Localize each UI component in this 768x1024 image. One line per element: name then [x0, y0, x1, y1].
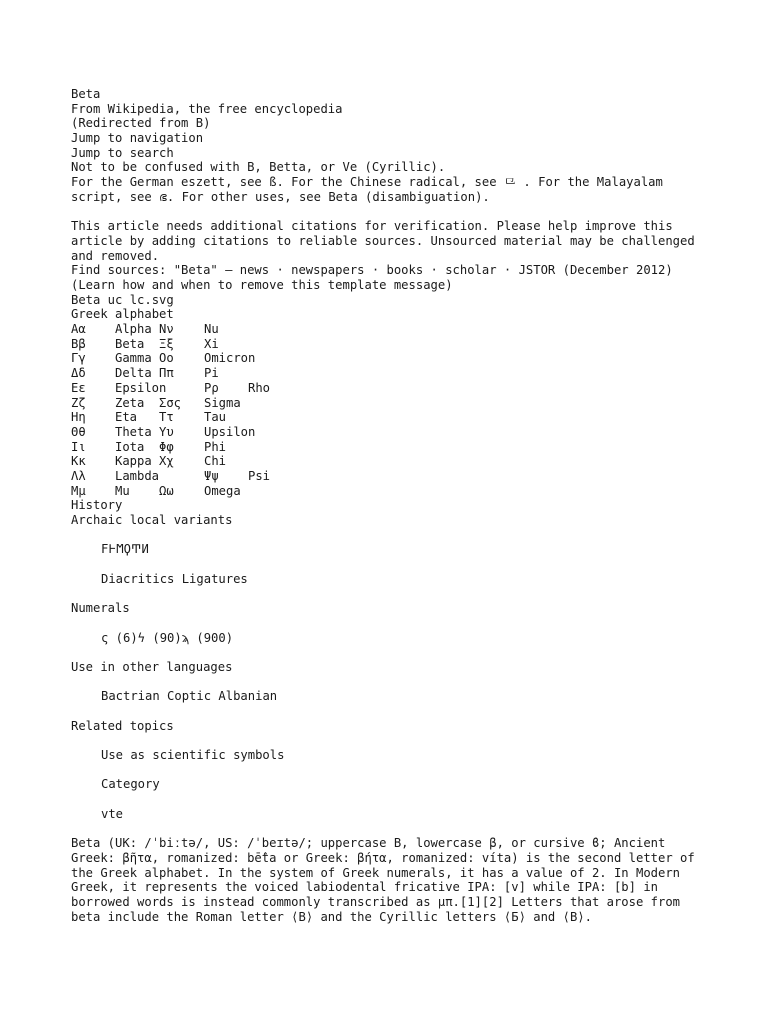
- letter-glyph[interactable]: Ζζ: [71, 395, 86, 410]
- letter-name[interactable]: Omega: [204, 483, 241, 498]
- alphabet-row: [71, 410, 701, 425]
- letter-name[interactable]: Mu: [115, 483, 130, 498]
- learn-how-link[interactable]: (Learn how and when to remove this template message): [71, 278, 453, 293]
- bactrian-link[interactable]: Bactrian: [101, 689, 160, 704]
- alphabet-row: [71, 454, 701, 469]
- letter-glyph[interactable]: Οο: [159, 351, 174, 366]
- other-languages-row: [71, 689, 701, 704]
- letter-name[interactable]: Psi: [248, 468, 271, 483]
- letter-name[interactable]: Iota: [115, 439, 145, 454]
- archaic-letters[interactable]: ϜͰϺϘͲͶ: [101, 542, 149, 557]
- letter-glyph[interactable]: Ττ: [159, 410, 174, 425]
- letter-glyph[interactable]: Ηη: [71, 410, 86, 425]
- letter-glyph[interactable]: Θθ: [71, 424, 86, 439]
- archaic-heading[interactable]: Archaic local variants: [71, 513, 233, 528]
- jump-to-search-link[interactable]: Jump to search: [71, 145, 174, 160]
- letter-glyph[interactable]: Υυ: [159, 424, 174, 439]
- related-topics-heading: Related topics: [71, 718, 174, 733]
- letter-glyph[interactable]: Γγ: [71, 351, 86, 366]
- letter-glyph[interactable]: Ιι: [71, 439, 86, 454]
- letter-name[interactable]: Rho: [248, 380, 271, 395]
- hatnote-confused: Not to be confused with B, Betta, or Ve (Cyrillic).: [71, 160, 446, 175]
- page-title: Beta: [71, 87, 101, 101]
- infobox-heading[interactable]: Greek alphabet: [71, 307, 174, 322]
- albanian-link[interactable]: Albanian: [218, 689, 278, 704]
- hatnote-other-uses: For the German eszett, see ß. For the Chinese radical, see ⺋ . For the Malayalam script, see ഭ. For other uses, see Beta (disambiguation).: [71, 175, 663, 204]
- alphabet-row: [71, 425, 701, 440]
- history-heading[interactable]: History: [71, 498, 123, 513]
- letter-glyph[interactable]: Σσς: [159, 395, 182, 410]
- letter-name[interactable]: Lambda: [115, 468, 160, 483]
- letter-name[interactable]: Zeta: [115, 395, 145, 410]
- letter-name[interactable]: Epsilon: [115, 380, 167, 395]
- letter-glyph[interactable]: Δδ: [71, 366, 86, 381]
- letter-name[interactable]: Nu: [204, 322, 219, 337]
- letter-name[interactable]: Ψψ: [204, 468, 219, 483]
- letter-glyph[interactable]: Χχ: [159, 454, 174, 469]
- letter-name[interactable]: Tau: [204, 410, 227, 425]
- letter-glyph[interactable]: Μμ: [71, 483, 86, 498]
- alphabet-row: [71, 351, 701, 366]
- alphabet-row: [71, 440, 701, 455]
- ligatures-link[interactable]: Ligatures: [181, 571, 248, 586]
- letter-name[interactable]: Chi: [204, 454, 227, 469]
- letter-glyph[interactable]: Λλ: [71, 468, 86, 483]
- letter-glyph[interactable]: Αα: [71, 322, 86, 337]
- tagline: From Wikipedia, the free encyclopedia: [71, 101, 343, 116]
- infobox-image-alt[interactable]: Beta uc lc.svg: [71, 292, 174, 307]
- letter-name[interactable]: Ρρ: [204, 380, 219, 395]
- category-link[interactable]: Category: [101, 777, 160, 792]
- letter-glyph[interactable]: Ππ: [159, 366, 174, 381]
- alphabet-row: [71, 469, 701, 484]
- letter-glyph[interactable]: Ξξ: [159, 336, 174, 351]
- diacritics-ligatures-row: [71, 572, 701, 587]
- letter-glyph[interactable]: Κκ: [71, 454, 86, 469]
- letter-glyph[interactable]: Ββ: [71, 336, 86, 351]
- alphabet-row: [71, 484, 701, 499]
- letter-name[interactable]: Beta: [115, 336, 145, 351]
- alphabet-row: [71, 396, 701, 411]
- jump-to-navigation-link[interactable]: Jump to navigation: [71, 131, 204, 146]
- other-languages-heading: Use in other languages: [71, 659, 233, 674]
- alphabet-row: [71, 322, 701, 337]
- letter-glyph[interactable]: Εε: [71, 380, 86, 395]
- letter-name[interactable]: Pi: [204, 366, 219, 381]
- alphabet-row: [71, 366, 701, 381]
- lead-paragraph: Beta (UK: /ˈbiːtə/, US: /ˈbeɪtə/; uppercase Β, lowercase β, or cursive ϐ; Ancient Greek: βῆτα, romanized: bē̂ta or Greek: βήτα, romanized: víta) is the second letter of the Greek alphabet. In the system of Greek numerals, it has a value of 2. In Modern Greek, it represents the voiced labiodental fricative IPA: [v] while IPA: [b] in borrowed words is instead commonly transcribed as μπ.[1][2] Letters that arose from beta include the Roman letter ⟨B⟩ and the Cyrillic letters ⟨Б⟩ and ⟨В⟩.: [71, 836, 695, 924]
- scientific-symbols-link[interactable]: Use as scientific symbols: [101, 748, 285, 763]
- letter-name[interactable]: Theta: [115, 424, 152, 439]
- letter-name[interactable]: Omicron: [204, 351, 256, 366]
- letter-glyph[interactable]: Νν: [159, 322, 174, 337]
- greek-alphabet-table: [71, 322, 701, 498]
- redirect-note[interactable]: (Redirected from B): [71, 116, 211, 131]
- letter-name[interactable]: Delta: [115, 366, 152, 381]
- letter-name[interactable]: Gamma: [115, 351, 152, 366]
- diacritics-link[interactable]: Diacritics: [101, 571, 175, 586]
- alphabet-row: [71, 381, 701, 396]
- letter-glyph[interactable]: Ωω: [159, 483, 174, 498]
- letter-name[interactable]: Alpha: [115, 322, 152, 337]
- letter-name[interactable]: Sigma: [204, 395, 241, 410]
- letter-glyph[interactable]: Φφ: [159, 439, 174, 454]
- letter-name[interactable]: Eta: [115, 410, 138, 425]
- citation-notice-text: This article needs additional citations for verification. Please help improve this article by adding citations to reliable sources. Unsourced material may be challenged and removed.: [71, 219, 695, 263]
- article: [71, 87, 701, 924]
- letter-name[interactable]: Kappa: [115, 454, 152, 469]
- alphabet-row: [71, 337, 701, 352]
- find-sources-links[interactable]: Find sources: "Beta" – news · newspapers · books · scholar · JSTOR (December 2012): [71, 263, 673, 278]
- letter-name[interactable]: Xi: [204, 336, 219, 351]
- vte-links[interactable]: vte: [101, 806, 124, 821]
- coptic-link[interactable]: Coptic: [167, 689, 212, 704]
- numerals-values[interactable]: ς (6)ϟ (90)ϡ (900): [101, 630, 234, 645]
- letter-name[interactable]: Phi: [204, 439, 227, 454]
- numerals-heading: Numerals: [71, 601, 130, 616]
- letter-name[interactable]: Upsilon: [204, 424, 256, 439]
